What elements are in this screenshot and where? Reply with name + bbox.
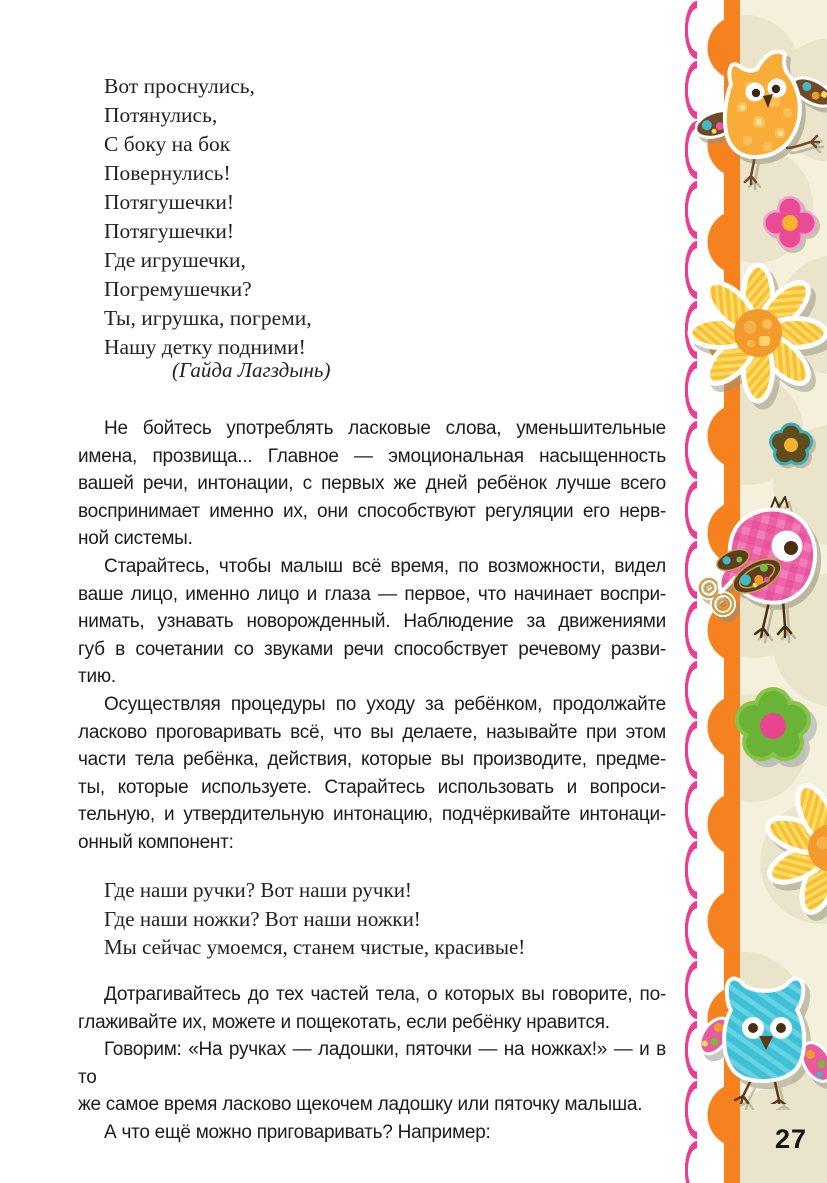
yellow-daisy-icon bbox=[757, 773, 827, 923]
teal-flower-icon bbox=[762, 416, 820, 474]
text-line: глаживайте их, можете и пощекотать, если ребёнку нравится. bbox=[78, 1011, 610, 1033]
text-line: А что ещё можно приговаривать? Например: bbox=[104, 1121, 491, 1143]
text-line: же самое время ласково щекочем ладошку или пяточку малыша. bbox=[78, 1094, 643, 1116]
text-line: имена, прозвища... Главное — эмоциональная насыщенность bbox=[78, 445, 666, 467]
text-line: Старайтесь, чтобы малыш всё время, по возможности, видел bbox=[104, 555, 666, 577]
paragraph bbox=[78, 1119, 666, 1147]
pink-bird-icon bbox=[693, 496, 827, 648]
text-line: губ в сочетании со звуками речи способствует речевому разви- bbox=[78, 638, 666, 660]
text-line: вашей речи, интонации, с первых же дней ребёнок лучше всего bbox=[78, 473, 666, 495]
text-line: Дотрагивайтесь до тех частей тела, о которых вы говорите, по- bbox=[104, 984, 666, 1005]
text-line: ласково проговаривать всё, что вы делаете, называйте при этом bbox=[78, 721, 666, 743]
yellow-daisy-icon bbox=[683, 258, 827, 408]
text-line: части тела ребёнка, действия, которые вы производите, предме- bbox=[78, 749, 666, 771]
text-line: онный компонент: bbox=[78, 831, 234, 853]
body-text-block-2 bbox=[78, 981, 666, 1147]
blue-owl-icon bbox=[693, 964, 827, 1104]
orange-owl-icon bbox=[695, 44, 827, 194]
text-line: нимать, узнавать новорожденный. Наблюдение за движениями bbox=[78, 611, 666, 633]
pink-flower-icon bbox=[760, 193, 820, 253]
poem-block-middle bbox=[104, 876, 584, 962]
text-line: Не бойтесь употреблять ласковые слова, уменьшительные bbox=[104, 418, 666, 439]
paragraph bbox=[78, 415, 666, 553]
text-line: Погремушечки? bbox=[104, 277, 252, 301]
text-line: Где наши ручки? Вот наши ручки! bbox=[104, 878, 412, 902]
text-line: Вот проснулись, bbox=[104, 74, 255, 98]
text-line: Нашу детку подними! bbox=[104, 335, 306, 359]
text-line: тельную, и утвердительную интонацию, подчёркивайте интонаци- bbox=[78, 804, 666, 826]
page-number: 27 bbox=[774, 1124, 808, 1154]
poem-attribution: (Гайда Лагздынь) bbox=[172, 358, 331, 382]
text-line: ваше лицо, именно лицо и глаза — первое, что начинает воспри- bbox=[78, 583, 666, 605]
text-line: С боку на бок bbox=[104, 132, 231, 156]
text-line: Потягушечки! bbox=[104, 190, 235, 214]
decorative-side-strip bbox=[680, 0, 827, 1183]
paragraph bbox=[78, 553, 666, 691]
body-text-block-1 bbox=[78, 415, 666, 857]
green-flower-icon bbox=[718, 678, 827, 778]
text-line: Осуществляя процедуры по уходу за ребёнком, продолжайте bbox=[104, 693, 666, 715]
text-line: Повернулись! bbox=[104, 161, 231, 185]
text-line: Мы сейчас умоемся, станем чистые, красивые! bbox=[104, 935, 526, 959]
text-line: Где наши ножки? Вот наши ножки! bbox=[104, 906, 421, 931]
text-line: Где игрушечки, bbox=[104, 248, 246, 272]
text-line: Потянулись, bbox=[104, 103, 218, 127]
text-line: Ты, игрушка, погреми, bbox=[104, 306, 312, 330]
text-line: ной системы. bbox=[78, 528, 193, 550]
text-line: Говорим: «На ручках — ладошки, пяточки — на ножках!» — и в то bbox=[78, 1039, 666, 1088]
text-line: ты, которые используете. Старайтесь использовать и вопроси- bbox=[78, 776, 666, 798]
text-line: Потягушечки! bbox=[104, 219, 235, 243]
paragraph bbox=[78, 691, 666, 857]
text-line: воспринимает именно их, они способствуют регуляции его нерв- bbox=[78, 500, 666, 522]
paragraph bbox=[78, 1036, 666, 1119]
poem-block-top bbox=[104, 72, 584, 362]
paragraph bbox=[78, 981, 666, 1036]
text-line: тию. bbox=[78, 666, 116, 688]
